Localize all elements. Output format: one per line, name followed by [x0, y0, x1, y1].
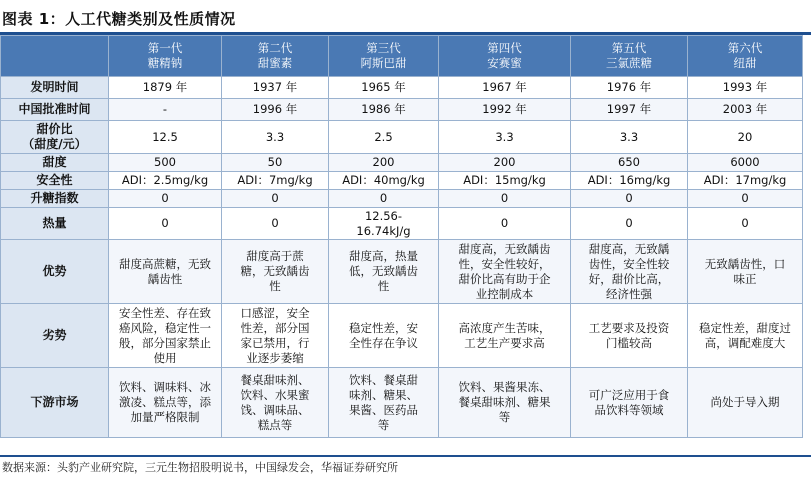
table-cell: 200: [329, 154, 439, 172]
table-cell: ADI：2.5mg/kg: [109, 172, 222, 190]
table-cell: 1879 年: [109, 77, 222, 99]
table-cell: 可广泛应用于食 品饮料等领域: [571, 368, 688, 438]
table-cell: 3.3: [571, 121, 688, 154]
table-cell: 2003 年: [688, 99, 803, 121]
table-cell: 安全性差、存在致 癌风险，稳定性一 般，部分国家禁止 使用: [109, 304, 222, 368]
row-label: 热量: [1, 208, 109, 240]
table-cell: ADI：15mg/kg: [439, 172, 571, 190]
table-cell: 甜度高于蔗 糖，无致龋齿 性: [222, 240, 329, 304]
table-cell: 0: [222, 208, 329, 240]
row-label: 安全性: [1, 172, 109, 190]
table-cell: 0: [571, 190, 688, 208]
table-cell: 650: [571, 154, 688, 172]
table-cell: 甜度高，无致龋齿 性，安全性较好， 甜价比高有助于企 业控制成本: [439, 240, 571, 304]
table-cell: 尚处于导入期: [688, 368, 803, 438]
table-row: [1, 172, 803, 190]
table-cell: 稳定性差，安 全性存在争议: [329, 304, 439, 368]
source-note: 数据来源：头豹产业研究院，三元生物招股明说书，中国绿发会，华福证券研究所: [2, 461, 398, 474]
table-row: [1, 190, 803, 208]
column-header: 第三代 阿斯巴甜: [329, 36, 439, 77]
table-row: [1, 240, 803, 304]
table-cell: 0: [222, 190, 329, 208]
table-cell: 餐桌甜味剂、 饮料、水果蜜 饯、调味品、 糕点等: [222, 368, 329, 438]
table-cell: 1965 年: [329, 77, 439, 99]
table-cell: 1992 年: [439, 99, 571, 121]
table-cell: 饮料、果酱果冻、 餐桌甜味剂、糖果 等: [439, 368, 571, 438]
table-cell: 饮料、餐桌甜 味剂、糖果、 果酱、医药品 等: [329, 368, 439, 438]
table-cell: ADI：40mg/kg: [329, 172, 439, 190]
table-row: [1, 77, 803, 99]
header-corner: [1, 36, 109, 77]
table-cell: 甜度高，热量 低，无致龋齿 性: [329, 240, 439, 304]
sweetener-table: [0, 35, 803, 438]
row-label: 甜价比 （甜度/元）: [1, 121, 109, 154]
row-label: 优势: [1, 240, 109, 304]
table-cell: 0: [688, 190, 803, 208]
table-cell: 1996 年: [222, 99, 329, 121]
table-cell: 0: [688, 208, 803, 240]
row-label: 中国批准时间: [1, 99, 109, 121]
table-cell: 6000: [688, 154, 803, 172]
table-cell: 0: [439, 190, 571, 208]
row-label: 甜度: [1, 154, 109, 172]
table-cell: 0: [329, 190, 439, 208]
row-label: 升糖指数: [1, 190, 109, 208]
table-cell: 1976 年: [571, 77, 688, 99]
table-cell: 200: [439, 154, 571, 172]
table-row: [1, 304, 803, 368]
table-row: [1, 368, 803, 438]
row-label: 劣势: [1, 304, 109, 368]
table-cell: 甜度高蔗糖，无致 龋齿性: [109, 240, 222, 304]
table-cell: ADI：16mg/kg: [571, 172, 688, 190]
table-cell: 12.5: [109, 121, 222, 154]
column-header: 第二代 甜蜜素: [222, 36, 329, 77]
table-cell: 3.3: [439, 121, 571, 154]
table-cell: 0: [109, 190, 222, 208]
table-row: [1, 154, 803, 172]
table-cell: 1937 年: [222, 77, 329, 99]
table-row: [1, 99, 803, 121]
table-cell: 工艺要求及投资 门槛较高: [571, 304, 688, 368]
table-cell: ADI：7mg/kg: [222, 172, 329, 190]
table-cell: 2.5: [329, 121, 439, 154]
table-cell: 0: [109, 208, 222, 240]
table-row: [1, 208, 803, 240]
header-row: [1, 36, 803, 77]
chart-title: 图表 1：人工代糖类别及性质情况: [2, 10, 236, 28]
column-header: 第五代 三氯蔗糖: [571, 36, 688, 77]
table-cell: 无致龋齿性，口 味正: [688, 240, 803, 304]
row-label: 发明时间: [1, 77, 109, 99]
table-row: [1, 121, 803, 154]
footer-rule: [0, 455, 811, 457]
table-cell: ADI：17mg/kg: [688, 172, 803, 190]
column-header: 第一代 糖精钠: [109, 36, 222, 77]
column-header: 第六代 纽甜: [688, 36, 803, 77]
row-label: 下游市场: [1, 368, 109, 438]
table-cell: 20: [688, 121, 803, 154]
table-cell: 0: [439, 208, 571, 240]
table-cell: 甜度高，无致龋 齿性，安全性较 好，甜价比高， 经济性强: [571, 240, 688, 304]
table-cell: 高浓度产生苦味， 工艺生产要求高: [439, 304, 571, 368]
table-cell: 3.3: [222, 121, 329, 154]
table-cell: 口感涩，安全 性差，部分国 家已禁用，行 业逐步萎缩: [222, 304, 329, 368]
table-cell: 50: [222, 154, 329, 172]
table-cell: -: [109, 99, 222, 121]
table-cell: 1993 年: [688, 77, 803, 99]
table-cell: 500: [109, 154, 222, 172]
table-cell: 0: [571, 208, 688, 240]
table-cell: 1997 年: [571, 99, 688, 121]
table-cell: 12.56- 16.74kJ/g: [329, 208, 439, 240]
table-cell: 稳定性差，甜度过 高，调配难度大: [688, 304, 803, 368]
table-cell: 1967 年: [439, 77, 571, 99]
table-cell: 饮料、调味料、冰 激凌、糕点等，添 加量严格限制: [109, 368, 222, 438]
table-cell: 1986 年: [329, 99, 439, 121]
column-header: 第四代 安赛蜜: [439, 36, 571, 77]
